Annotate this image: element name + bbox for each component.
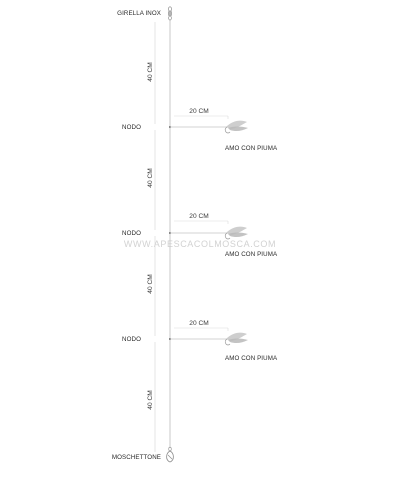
watermark: WWW.APESCACOLMOSCA.COM bbox=[123, 239, 277, 249]
segment-4-length: 40 CM bbox=[147, 390, 154, 410]
segment-2-length: 40 CM bbox=[147, 168, 154, 188]
top-swivel-label: GIRELLA INOX bbox=[117, 10, 161, 17]
bottom-snap-label: MOSCHETTONE bbox=[111, 454, 161, 461]
hook-3-label: AMO CON PIUMA bbox=[225, 355, 278, 362]
branch-2 bbox=[169, 221, 248, 239]
segment-3-length: 40 CM bbox=[147, 274, 154, 294]
branch-2-length: 20 CM bbox=[189, 213, 209, 220]
hook-2-label: AMO CON PIUMA bbox=[225, 251, 278, 258]
branch-3 bbox=[169, 328, 248, 345]
branch-1 bbox=[169, 116, 248, 133]
feather-hook-icon bbox=[225, 333, 248, 345]
hook-1-label: AMO CON PIUMA bbox=[225, 145, 278, 152]
branch-1-length: 20 CM bbox=[189, 108, 209, 115]
branch-3-length: 20 CM bbox=[189, 320, 209, 327]
knot-2-label: NODO bbox=[122, 230, 141, 237]
feather-hook-icon bbox=[225, 121, 248, 133]
segment-1-length: 40 CM bbox=[147, 62, 154, 82]
knot-1-label: NODO bbox=[122, 124, 141, 131]
feather-hook-icon bbox=[225, 227, 248, 239]
knot-3-label: NODO bbox=[122, 336, 141, 343]
swivel-icon bbox=[168, 7, 171, 20]
snap-icon bbox=[167, 447, 174, 462]
